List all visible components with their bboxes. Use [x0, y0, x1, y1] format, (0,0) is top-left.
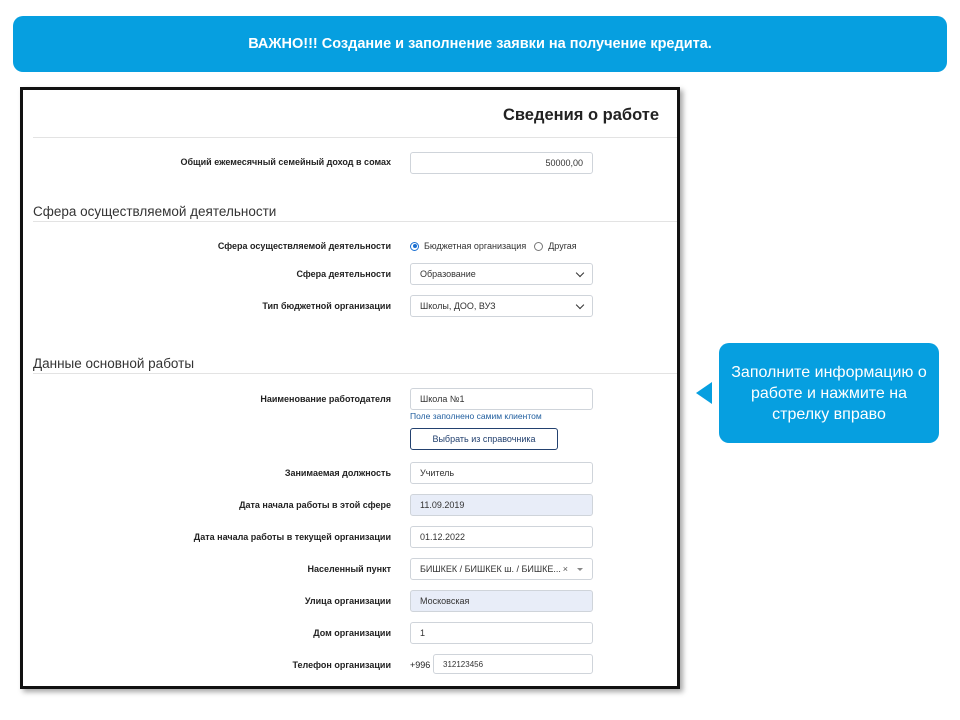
house-value: 1 — [420, 628, 426, 638]
sphere-radio-group — [410, 241, 585, 251]
activity-field-value: Образование — [420, 269, 476, 279]
phone-value: 312123456 — [443, 659, 484, 669]
start-sphere-label: Дата начала работы в этой сфере — [239, 500, 391, 510]
chevron-down-icon — [576, 268, 584, 276]
chevron-down-icon — [576, 300, 584, 308]
phone-prefix: +996 — [410, 660, 431, 670]
house-input[interactable] — [410, 622, 593, 644]
divider — [33, 137, 677, 138]
org-type-value: Школы, ДОО, ВУЗ — [420, 301, 496, 311]
street-label: Улица организации — [304, 596, 391, 606]
street-value: Московская — [420, 596, 470, 606]
callout-text: Заполните информацию о работе и нажмите на стрелку вправо — [731, 363, 927, 423]
start-sphere-date[interactable] — [410, 494, 593, 516]
divider — [33, 373, 677, 374]
activity-field-select[interactable] — [410, 263, 593, 285]
locality-value: БИШКЕК / БИШКЕК ш. / БИШКЕ... — [420, 564, 561, 574]
divider — [33, 221, 677, 222]
caret-down-icon — [577, 568, 583, 571]
start-org-date[interactable] — [410, 526, 593, 548]
radio-other-label: Другая — [548, 241, 577, 251]
house-label: Дом организации — [313, 628, 391, 638]
locality-label: Населенный пункт — [307, 564, 391, 574]
org-type-select[interactable] — [410, 295, 593, 317]
instruction-callout — [719, 343, 939, 443]
street-input[interactable] — [410, 590, 593, 612]
employer-input[interactable] — [410, 388, 593, 410]
position-value: Учитель — [420, 468, 455, 478]
income-label: Общий ежемесячный семейный доход в сомах — [180, 157, 391, 167]
activity-section-title: Сфера осуществляемой деятельности — [33, 204, 277, 219]
form-title: Сведения о работе — [502, 106, 659, 124]
choose-from-directory-label: Выбрать из справочника — [432, 434, 536, 444]
start-sphere-value: 11.09.2019 — [420, 500, 465, 510]
income-input[interactable] — [410, 152, 593, 174]
sphere-label: Сфера осуществляемой деятельности — [217, 241, 391, 251]
banner-text: ВАЖНО!!! Создание и заполнение заявки на получение кредита. — [248, 36, 712, 52]
main-job-section-title: Данные основной работы — [33, 356, 195, 371]
banner — [13, 16, 947, 72]
employer-value: Школа №1 — [420, 394, 465, 404]
screenshot-frame — [20, 87, 680, 689]
org-type-label: Тип бюджетной организации — [262, 301, 391, 311]
start-org-label: Дата начала работы в текущей организации — [193, 532, 391, 542]
radio-checked-icon — [410, 242, 419, 251]
income-value: 50000,00 — [545, 158, 583, 168]
phone-label: Телефон организации — [292, 660, 391, 670]
callout-arrow-icon — [696, 382, 712, 404]
position-label: Занимаемая должность — [284, 468, 391, 478]
position-input[interactable] — [410, 462, 593, 484]
employer-label: Наименование работодателя — [260, 394, 391, 404]
phone-input[interactable] — [433, 654, 593, 674]
employer-hint: Поле заполнено самим клиентом — [410, 411, 542, 421]
start-org-value: 01.12.2022 — [420, 532, 466, 542]
radio-unchecked-icon — [534, 242, 543, 251]
activity-field-label: Сфера деятельности — [296, 269, 391, 279]
locality-select[interactable] — [410, 558, 593, 580]
radio-budget-org-label: Бюджетная организация — [424, 241, 527, 251]
choose-from-directory-button[interactable] — [410, 428, 558, 450]
radio-budget-org[interactable] — [410, 241, 526, 251]
clear-icon[interactable]: × — [562, 564, 568, 574]
radio-other[interactable] — [534, 241, 576, 251]
